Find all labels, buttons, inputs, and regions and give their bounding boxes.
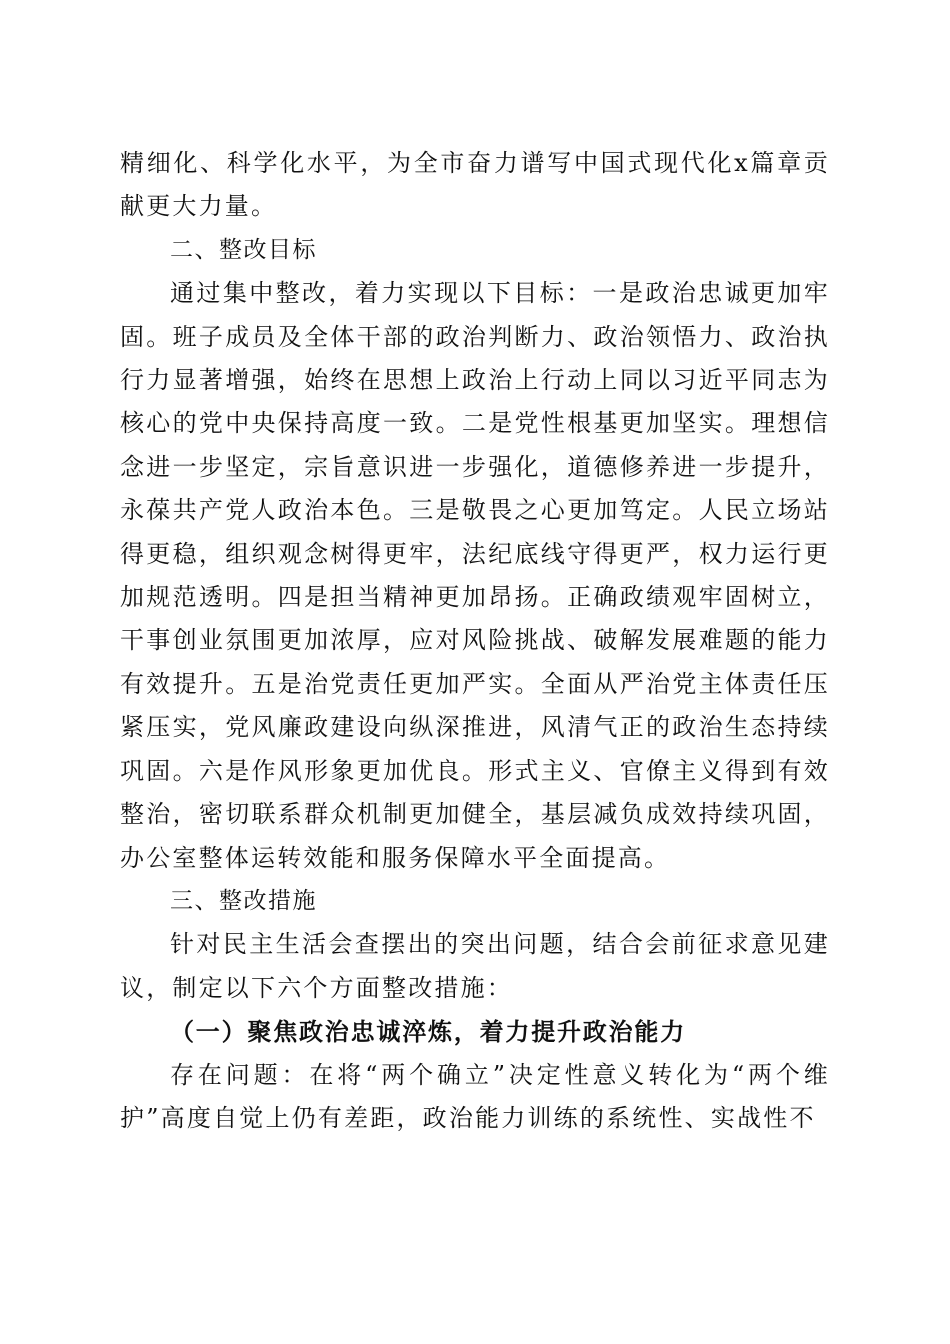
goals-paragraph: 通过集中整改，着力实现以下目标：一是政治忠诚更加牢固。班子成员及全体干部的政治判断力、政治领悟力、政治执行力显著增强，始终在思想上政治上行动上同以习近平同志为核心的党中央保持高度一致。二是党性根基更加坚实。理想信念进一步坚定，宗旨意识进一步强化，道德修养进一步提升，永葆共产党人政治本色。三是敬畏之心更加笃定。人民立场站得更稳，组织观念树得更牢，法纪底线守得更严，权力运行更加规范透明。四是担当精神更加昂扬。正确政绩观牢固树立，干事创业氛围更加浓厚，应对风险挑战、破解发展难题的能力有效提升。五是治党责任更加严实。全面从严治党主体责任压紧压实，党风廉政建设向纵深推进，风清气正的政治生态持续巩固。六是作风形象更加优良。形式主义、官僚主义得到有效整治，密切联系群众机制更加健全，基层减负成效持续巩固，办公室整体运转效能和服务保障水平全面提高。 bbox=[120, 279, 830, 872]
continuation-paragraph: 精细化、科学化水平，为全市奋力谱写中国式现代化x篇章贡献更大力量。 bbox=[120, 149, 830, 221]
subsection-heading-1: （一）聚焦政治忠诚淬炼，着力提升政治能力 bbox=[170, 1017, 686, 1047]
document-page bbox=[120, 142, 830, 1140]
section-heading-goals: 二、整改目标 bbox=[170, 236, 317, 263]
measures-intro-paragraph: 针对民主生活会查摆出的突出问题，结合会前征求意见建议，制定以下六个方面整改措施： bbox=[120, 930, 830, 1002]
section-heading-measures: 三、整改措施 bbox=[170, 887, 317, 914]
problems-paragraph: 存在问题：在将“两个确立”决定性意义转化为“两个维护”高度自觉上仍有差距，政治能力训练的系统性、实战性不 bbox=[120, 1060, 830, 1132]
